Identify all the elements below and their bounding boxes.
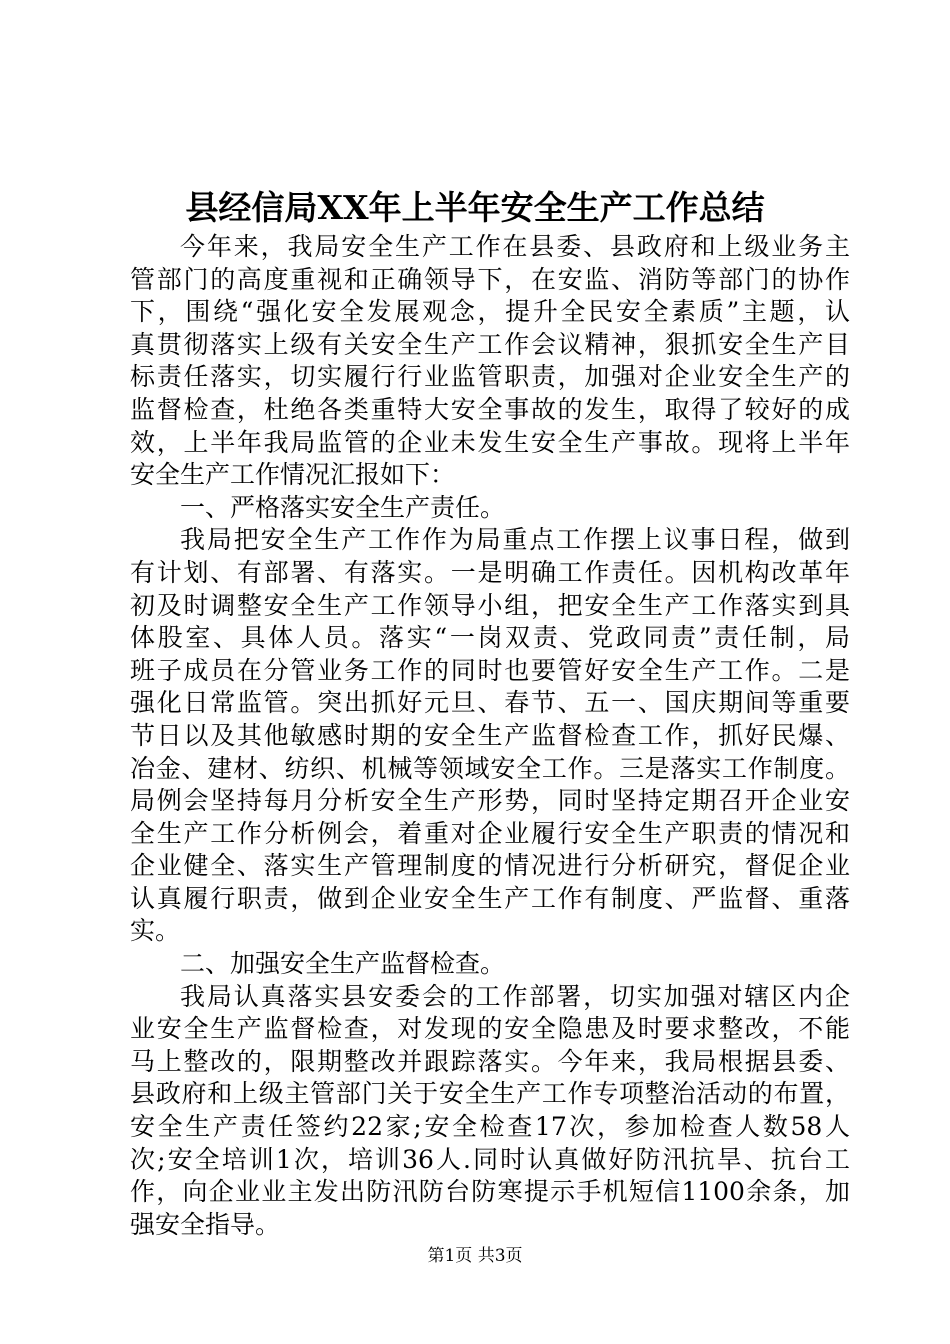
text-line: 我局把安全生产工作作为局重点工作摆上议事日程，做到 [180, 525, 850, 555]
text-line: 全生产工作分析例会，着重对企业履行安全生产职责的情况和 [130, 818, 850, 848]
text-line: 冶金、建材、纺织、机械等领域安全工作。三是落实工作制度。 [130, 753, 850, 783]
text-line: 标责任落实，切实履行行业监管职责，加强对企业安全生产的 [130, 362, 850, 392]
text-line: 一、严格落实安全生产责任。 [180, 492, 506, 522]
text-line: 次;安全培训1次，培训36人.同时认真做好防汛抗旱、抗台工 [130, 1144, 850, 1174]
document-title: 县经信局XX年上半年安全生产工作总结 [185, 188, 765, 227]
text-line: 真贯彻落实上级有关安全生产工作会议精神，狠抓安全生产目 [130, 329, 850, 359]
text-line: 管部门的高度重视和正确领导下，在安监、消防等部门的协作 [130, 264, 850, 294]
text-line: 业安全生产监督检查，对发现的安全隐患及时要求整改，不能 [130, 1014, 850, 1044]
text-line: 今年来，我局安全生产工作在县委、县政府和上级业务主 [180, 232, 850, 261]
text-line: 强安全指导。 [130, 1209, 281, 1239]
text-line: 县政府和上级主管部门关于安全生产工作专项整治活动的布置， [130, 1079, 850, 1109]
page-footer: 第1页 共3页 [427, 1246, 523, 1266]
text-line: 强化日常监管。突出抓好元旦、春节、五一、国庆期间等重要 [130, 688, 850, 718]
text-line: 节日以及其他敏感时期的安全生产监督检查工作，抓好民爆、 [130, 720, 850, 750]
text-line: 效，上半年我局监管的企业未发生安全生产事故。现将上半年 [130, 427, 850, 457]
text-line: 初及时调整安全生产工作领导小组，把安全生产工作落实到具 [130, 590, 850, 620]
text-line: 体股室、具体人员。落实“一岗双责、党政同责”责任制，局 [130, 623, 850, 653]
text-line: 二、加强安全生产监督检查。 [180, 949, 506, 979]
text-line: 监督检查，杜绝各类重特大安全事故的发生，取得了较好的成 [130, 394, 850, 424]
text-line: 认真履行职责，做到企业安全生产工作有制度、严监督、重落 [130, 883, 850, 913]
text-line: 作，向企业业主发出防汛防台防寒提示手机短信1100余条，加 [130, 1177, 850, 1207]
text-line: 马上整改的，限期整改并跟踪落实。今年来，我局根据县委、 [130, 1046, 850, 1076]
text-line: 实。 [130, 916, 181, 946]
text-line: 班子成员在分管业务工作的同时也要管好安全生产工作。二是 [130, 655, 850, 685]
text-line: 安全生产责任签约22家;安全检查17次，参加检查人数58人 [130, 1112, 850, 1142]
text-line: 局例会坚持每月分析安全生产形势，同时坚持定期召开企业安 [130, 786, 850, 816]
text-line: 下，围绕“强化安全发展观念，提升全民安全素质”主题，认 [130, 297, 850, 327]
text-line: 企业健全、落实生产管理制度的情况进行分析研究，督促企业 [130, 851, 850, 881]
document-body [130, 231, 850, 1241]
text-line: 我局认真落实县安委会的工作部署，切实加强对辖区内企 [180, 981, 850, 1011]
text-line: 安全生产工作情况汇报如下： [130, 460, 456, 490]
text-line: 有计划、有部署、有落实。一是明确工作责任。因机构改革年 [130, 557, 850, 587]
